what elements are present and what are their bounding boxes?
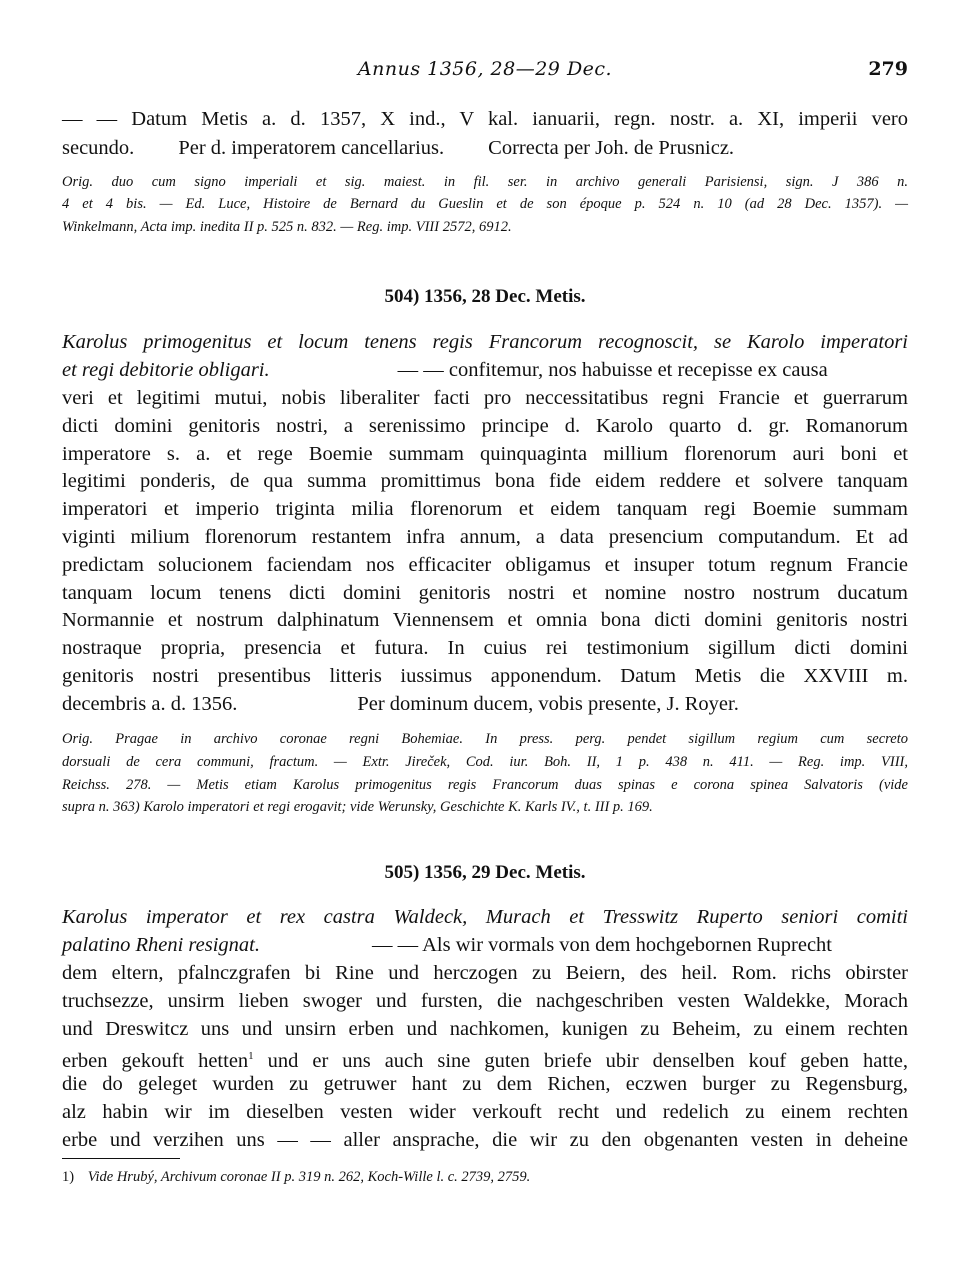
apparatus-note: Reichss. 278. — Metis etiam Karolus primogenitus regis Francorum duas spinas e corona spinea Salvatoris (vide	[62, 777, 908, 793]
regest-line: Karolus imperator et rex castra Waldeck, Murach et Tresswitz Ruperto seniori comiti	[62, 906, 908, 928]
apparatus-note: dorsuali de cera communi, fractum. — Extr. Jireček, Cod. iur. Boh. II, 1 p. 438 n. 411. — Reg. imp. VIII,	[62, 754, 908, 770]
apparatus-note: Orig. duo cum signo imperiali et sig. maiest. in fil. ser. in archivo generali Parisiensi, sign. J 386 n.	[62, 174, 908, 190]
apparatus-note: Winkelmann, Acta imp. inedita II p. 525 n. 832. — Reg. imp. VIII 2572, 6912.	[62, 219, 512, 235]
text-line: predictam solucionem faciendam nos efficaciter obligamus et insuper totum regnum Francie	[62, 553, 908, 576]
text-line: decembris a. d. 1356. Per dominum ducem, vobis presente, J. Royer.	[62, 693, 739, 715]
footnote: 1) Vide Hrubý, Archivum coronae II p. 319 n. 262, Koch-Wille l. c. 2739, 2759.	[62, 1169, 531, 1185]
text-line: erbe und verzihen uns — — aller ansprache, die wir zu den obgenanten vesten in deheine	[62, 1128, 908, 1151]
text-line: legitimi ponderis, de qua summa promittimus bona fide eidem reddere et solvere tanquam	[62, 470, 908, 493]
text-line: genitoris nostri presentibus litteris iussimus apponendum. Datum Metis die XXVIII m.	[62, 665, 908, 687]
apparatus-note: supra n. 363) Karolo imperatori et regi erogavit; vide Werunsky, Geschichte K. Karls IV., t. III p. 169.	[62, 799, 653, 815]
text-line: truchsezze, unsirm lieben swoger und fursten, die nachgeschriben vesten Waldekke, Morach	[62, 989, 908, 1012]
text-line: alz habin wir im dieselben vesten wider verkouft recht und redelich zu einem rechten	[62, 1100, 908, 1123]
text-line: dem eltern, pfalnczgrafen bi Rine und herczogen zu Beiern, des heil. Rom. richs obirster	[62, 962, 908, 984]
text-line: — — Datum Metis a. d. 1357, X ind., V kal. ianuarii, regn. nostr. a. XI, imperii vero	[62, 108, 908, 130]
text-line: nostraque propria, presencia et futura. In cuius rei testimonium sigillum dicti domini	[62, 637, 908, 660]
apparatus-note: 4 et 4 bis. — Ed. Luce, Histoire de Bernard du Gueslin et de son époque p. 524 n. 10 (ad 28 Dec. 1357). —	[62, 196, 908, 212]
charter-heading: 504) 1356, 28 Dec. Metis.	[384, 286, 586, 307]
footnote-marker: 1	[248, 1050, 254, 1062]
running-title: Annus 1356, 28—29 Dec.	[357, 58, 613, 80]
text-line: secundo. Per d. imperatorem cancellarius. Correcta per Joh. de Prusnicz.	[62, 137, 735, 159]
text-line: imperatore s. a. et rege Boemie summam quinquaginta millium florenorum auri boni et	[62, 442, 908, 465]
text-line: und Dreswitcz uns und unsirn erben und nachkomen, kunigen zu Beheim, zu einem rechten	[62, 1017, 908, 1040]
regest-line: Karolus primogenitus et locum tenens regis Francorum recognoscit, se Karolo imperatori	[62, 331, 908, 353]
charter-heading: 505) 1356, 29 Dec. Metis.	[384, 862, 586, 883]
footnote-separator	[62, 1158, 180, 1159]
text-line: erben gekouft hetten$^1$ und er uns auch sine guten briefe ubir denselben kouf geben hatte,	[62, 1049, 908, 1072]
text-line: dicti domini genitoris nostri, a serenissimo principe d. Karolo quarto d. gr. Romanorum	[62, 414, 908, 437]
text-line: Normannie et nostrum dalphinatum Viennensem et omnia bona dicti domini genitoris nostri	[62, 609, 908, 632]
text-line: imperatori et imperio triginta milia florenorum et eidem tanquam regi Boemie summam	[62, 498, 908, 521]
text-line: die do geleget wurden zu getruwer hant zu dem Richen, eczwen burger zu Regensburg,	[62, 1073, 908, 1095]
page-number: 279	[868, 58, 908, 80]
text-line: et regi debitorie obligari. — — confitemur, nos habuisse et recepisse ex causa	[62, 359, 828, 381]
apparatus-note: Orig. Pragae in archivo coronae regni Bohemiae. In press. perg. pendet sigillum regium cum secreto	[62, 731, 908, 747]
page-header	[62, 58, 908, 88]
text-line: veri et legitimi mutui, nobis liberaliter facti pro neccessitatibus regni Francie et guerrarum	[62, 387, 908, 409]
text-line: tanquam locum tenens dicti domini genitoris nostri et nomine nostro nostrum ducatum	[62, 581, 908, 604]
text-line: palatino Rheni resignat. — — Als wir vormals von dem hochgebornen Ruprecht	[62, 934, 832, 956]
text-line: viginti milium florenorum restantem infra annum, a data presencium computandum. Et ad	[62, 526, 908, 548]
